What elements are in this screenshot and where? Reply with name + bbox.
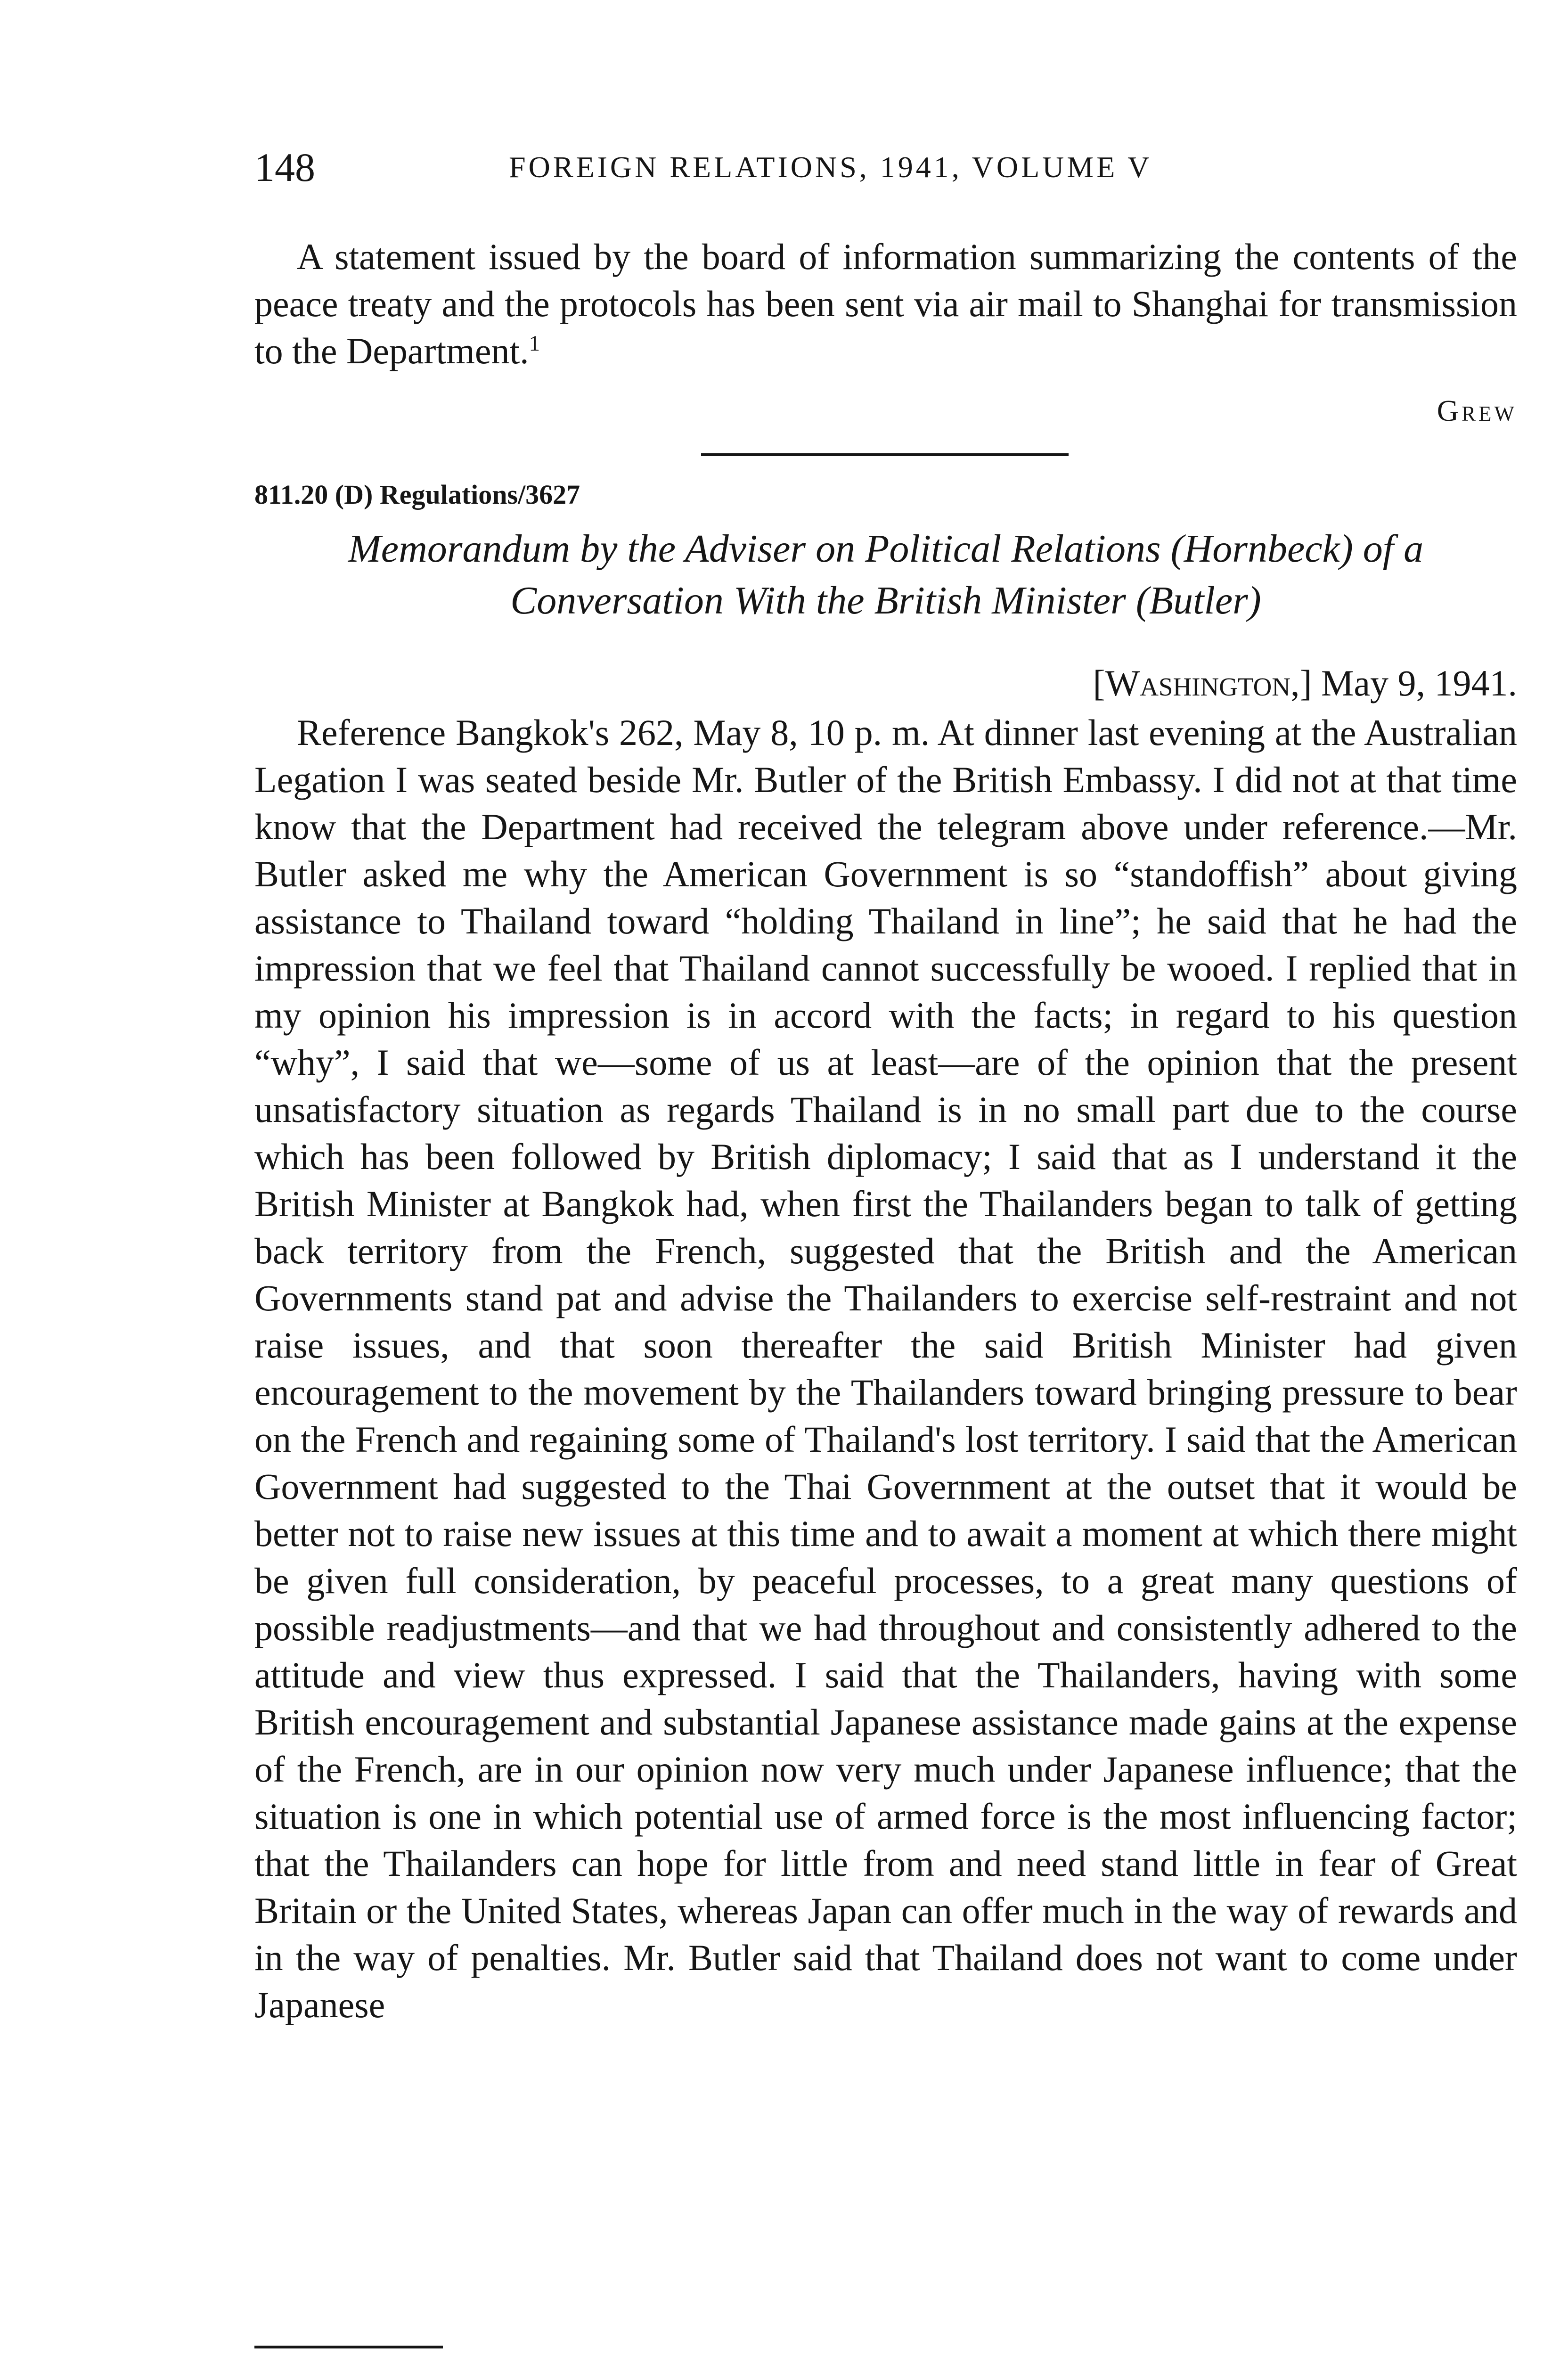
dateline-date: May 9, 1941. (1321, 663, 1517, 704)
memorandum-body (254, 709, 1517, 2029)
document-title: Memorandum by the Adviser on Political Relations (Hornbeck) of a Conversation With the British Minister (Butler) (348, 527, 1424, 622)
dateline (1093, 660, 1517, 707)
footnote-reference: 1 (529, 331, 540, 356)
preceding-paragraph (254, 233, 1517, 375)
file-number: 811.20 (D) Regulations/3627 (254, 479, 580, 510)
section-divider (701, 453, 1069, 456)
preceding-paragraph-text: A statement issued by the board of information summarizing the contents of the peace treaty and the protocols has been sent via air mail to Shanghai for transmission to the Department. (254, 236, 1517, 371)
page-number: 148 (254, 145, 315, 190)
footnote-divider (254, 2346, 443, 2348)
running-head: FOREIGN RELATIONS, 1941, VOLUME V (509, 150, 1152, 184)
page-header (254, 141, 1517, 193)
body-paragraph: Reference Bangkok's 262, May 8, 10 p. m. At dinner last evening at the Australian Legation I was seated beside Mr. Butler of the British Embassy. I did not at that time know that the Department had received the telegram above under reference.—Mr. Butler asked me why the American Government is so “standoffish” about giving assistance to Thailand toward “holding Thailand in line”; he said that he had the impression that we feel that Thailand cannot successfully be wooed. I replied that in my opinion his impression is in accord with the facts; in regard to his question “why”, I said that we—some of us at least—are of the opinion that the present unsatisfactory situation as regards Thailand is in no small part due to the course which has been followed by British diplomacy; I said that as I understand it the British Minister at Bangkok had, when first the Thailanders began to talk of getting back territory from the French, suggested that the British and the American Governments stand pat and advise the Thailanders to exercise self-restraint and not raise issues, and that soon thereafter the said British Minister had given encouragement to the movement by the Thailanders toward bringing pressure to bear on the French and regaining some of Thailand's lost territory. I said that the American Government had suggested to the Thai Government at the outset that it would be better not to raise new issues at this time and to await a moment at which there might be given full consideration, by peaceful processes, to a great many questions of possible readjustments—and that we had throughout and consistently adhered to the attitude and view thus expressed. I said that the Thailanders, having with some British encouragement and substantial Japanese assistance made gains at the expense of the French, are in our opinion now very much under Japanese influence; that the situation is one in which potential use of armed force is the most influencing factor; that the Thailanders can hope for little from and need stand little in fear of Great Britain or the United States, whereas Japan can offer much in the way of rewards and in the way of penalties. Mr. Butler said that Thailand does not want to come under Japanese (254, 712, 1517, 2025)
dateline-place: [Washington,] (1093, 663, 1312, 704)
signature: Grew (1437, 394, 1517, 427)
